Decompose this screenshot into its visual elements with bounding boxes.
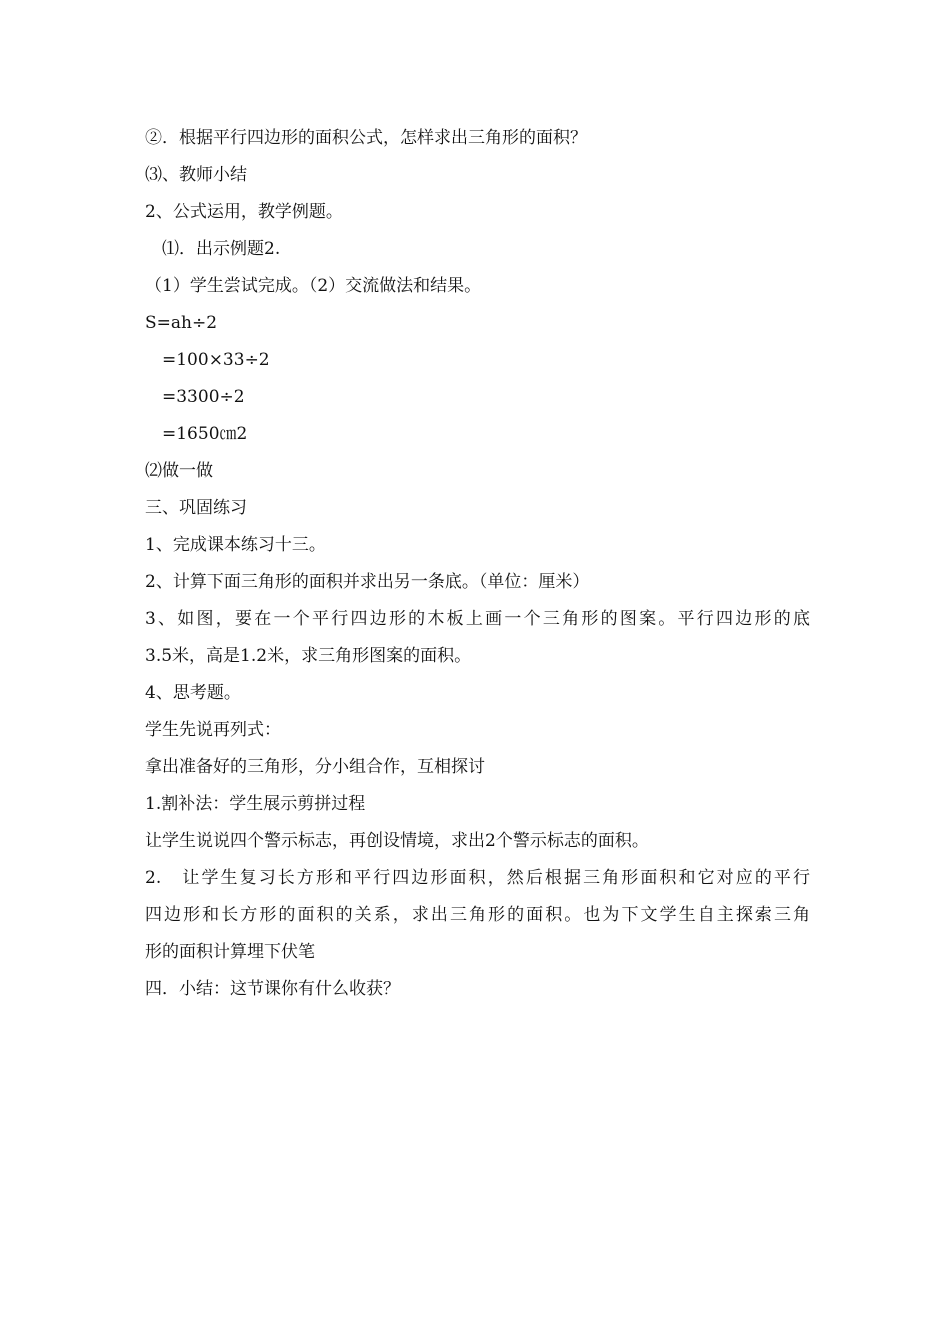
section-heading-practice: 三、巩固练习 xyxy=(145,498,247,518)
text-line-3: 2、公式运用，教学例题。 xyxy=(145,202,343,222)
formula-line-1: S=ah÷2 xyxy=(145,313,218,333)
text-line-14: 3、如图，要在一个平行四边形的木板上画一个三角形的图案。平行四边形的底 xyxy=(145,609,810,629)
text-line-23: 形的面积计算埋下伏笔 xyxy=(145,942,315,962)
text-line-13: 2、计算下面三角形的面积并求出另一条底。（单位：厘米） xyxy=(145,572,590,592)
text-line-20: 让学生说说四个警示标志，再创设情境，求出2个警示标志的面积。 xyxy=(145,831,649,851)
text-line-18: 拿出准备好的三角形，分小组合作，互相探讨 xyxy=(145,757,485,777)
formula-line-3: =3300÷2 xyxy=(162,387,245,407)
text-line-12: 1、完成课本练习十三。 xyxy=(145,535,326,555)
text-line-19: 1.割补法：学生展示剪拼过程 xyxy=(145,794,366,814)
section-heading-summary: 四．小结：这节课你有什么收获？ xyxy=(145,979,400,999)
text-line-22: 四边形和长方形的面积的关系，求出三角形的面积。也为下文学生自主探索三角 xyxy=(145,905,810,925)
text-line-2: ⑶、教师小结 xyxy=(145,165,247,185)
text-line-1: ②．根据平行四边形的面积公式，怎样求出三角形的面积？ xyxy=(145,128,587,148)
text-line-4: ⑴．出示例题2. xyxy=(162,239,281,259)
text-line-10: ⑵做一做 xyxy=(145,461,213,481)
formula-line-2: =100×33÷2 xyxy=(162,350,270,370)
text-line-16: 4、思考题。 xyxy=(145,683,241,703)
text-line-15: 3.5米，高是1.2米，求三角形图案的面积。 xyxy=(145,646,472,666)
text-line-5: （1）学生尝试完成。（2）交流做法和结果。 xyxy=(145,276,482,296)
formula-line-4: =1650㎝2 xyxy=(162,424,248,444)
text-line-17: 学生先说再列式： xyxy=(145,720,281,740)
text-line-21: 2. 让学生复习长方形和平行四边形面积，然后根据三角形面积和它对应的平行 xyxy=(145,868,810,888)
